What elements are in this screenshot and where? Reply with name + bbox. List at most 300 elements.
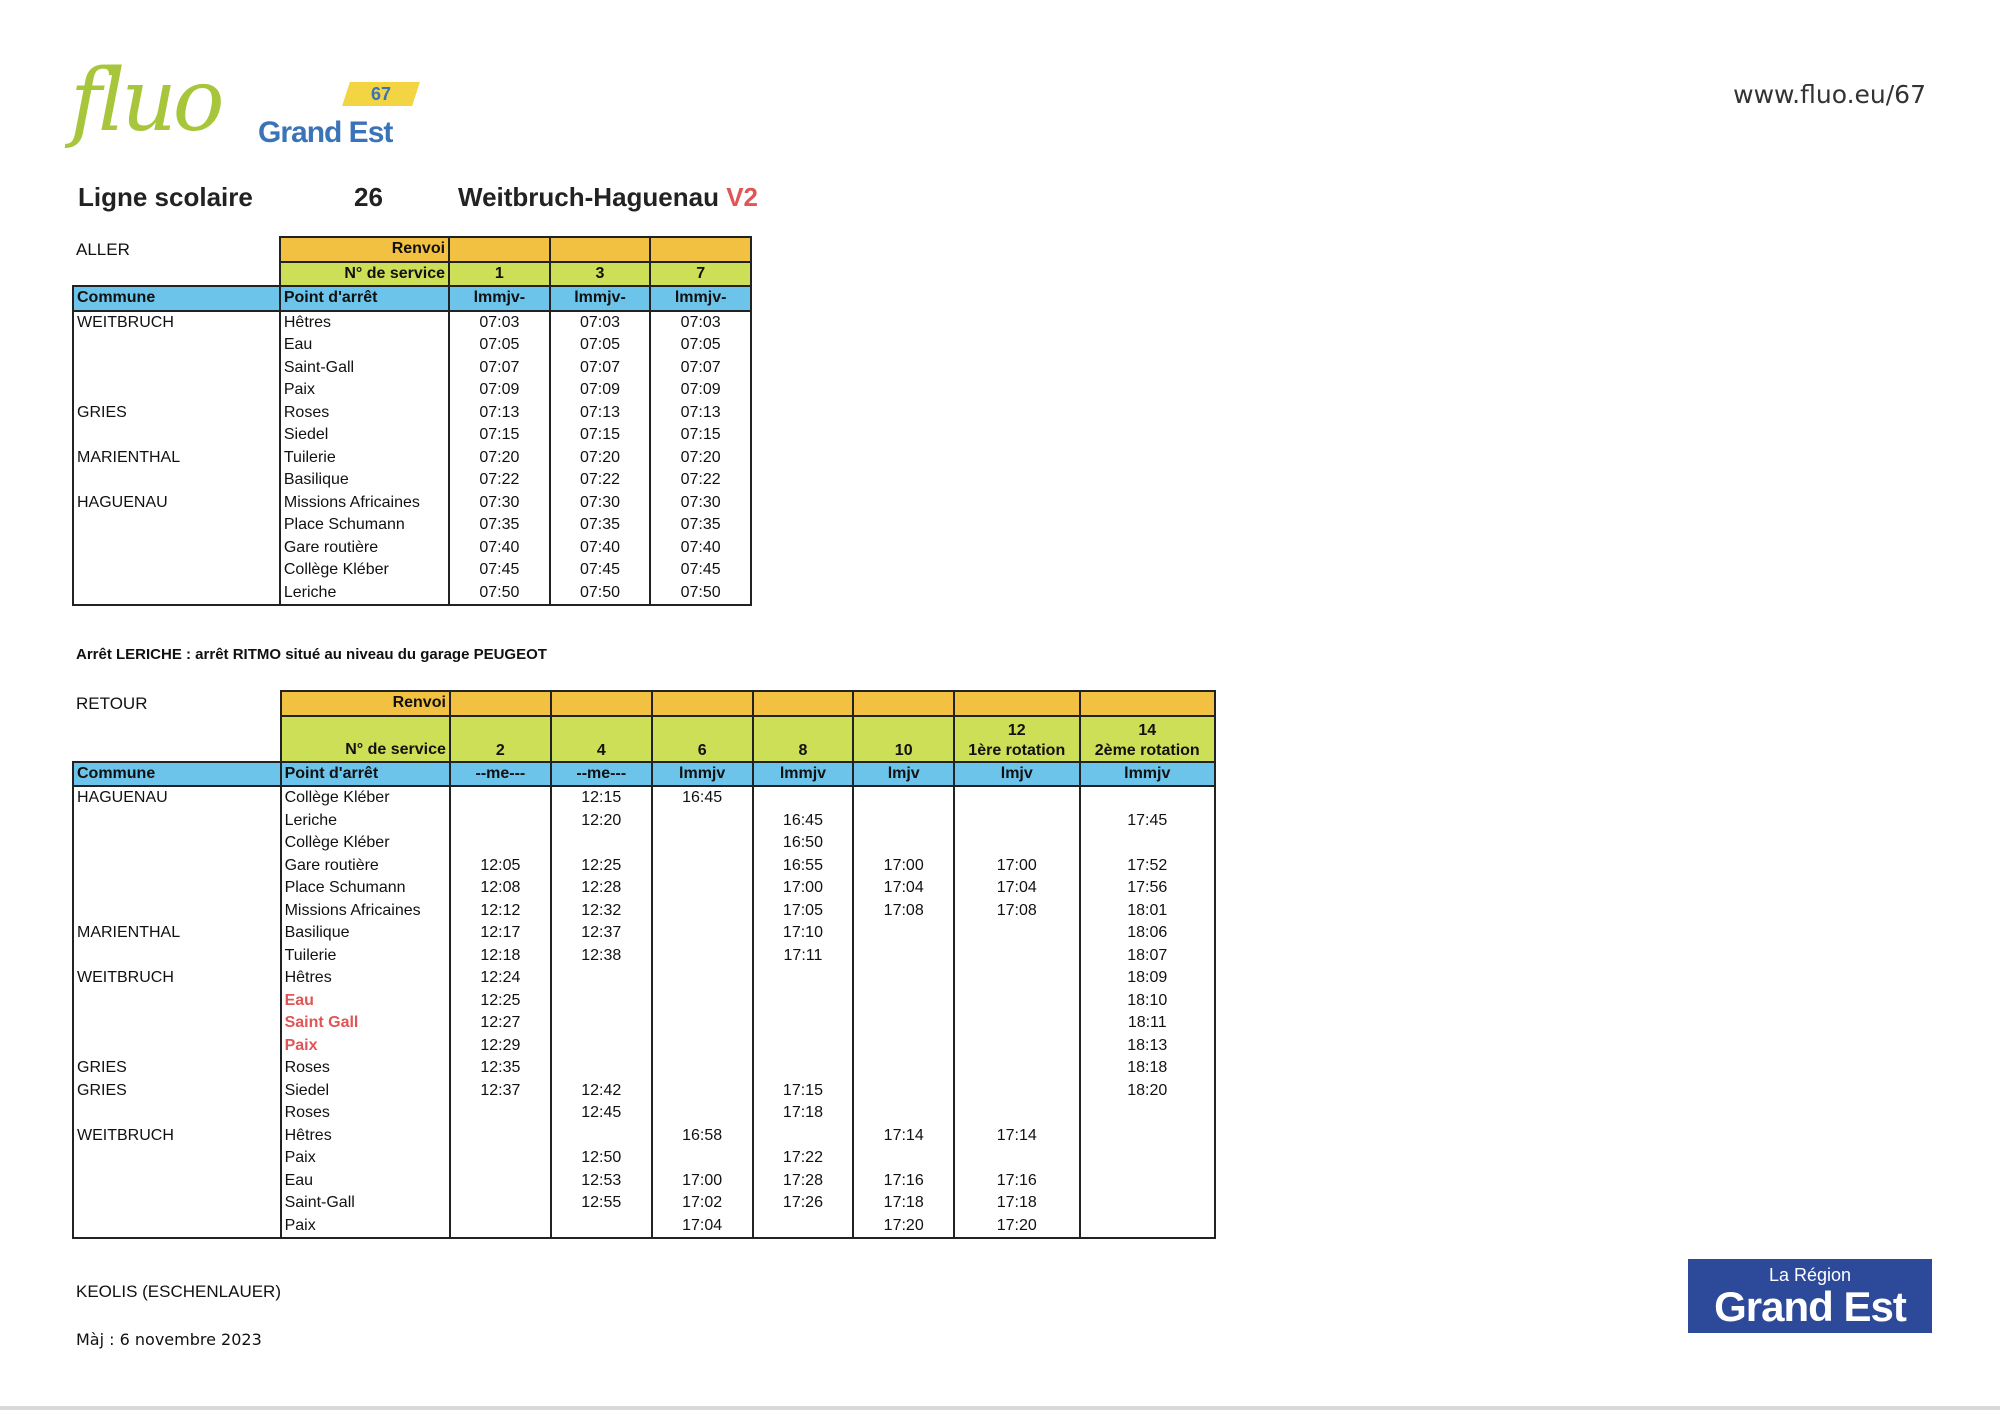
- stop-cell: Eau: [280, 334, 449, 357]
- time-cell: [652, 990, 753, 1013]
- time-cell: 18:18: [1080, 1057, 1216, 1080]
- time-cell: [853, 1080, 954, 1103]
- time-cell: 18:20: [1080, 1080, 1216, 1103]
- commune-cell: [73, 877, 281, 900]
- days-header: lmjv: [954, 762, 1079, 787]
- time-cell: 07:22: [449, 469, 550, 492]
- time-cell: 16:45: [753, 810, 854, 833]
- stop-cell: Basilique: [280, 469, 449, 492]
- time-cell: [652, 1147, 753, 1170]
- time-cell: [450, 810, 551, 833]
- time-cell: 17:00: [853, 855, 954, 878]
- time-cell: 12:08: [450, 877, 551, 900]
- time-cell: [652, 855, 753, 878]
- time-cell: 07:30: [550, 492, 651, 515]
- time-cell: 17:04: [652, 1215, 753, 1239]
- time-cell: 07:40: [550, 537, 651, 560]
- time-cell: 17:56: [1080, 877, 1216, 900]
- service-number-cell: [753, 716, 854, 762]
- stop-cell: Roses: [280, 402, 449, 425]
- time-cell: 07:20: [650, 447, 751, 470]
- days-header: lmmjv-: [449, 286, 550, 311]
- commune-header: Commune: [73, 762, 281, 787]
- time-cell: [652, 922, 753, 945]
- time-cell: [753, 990, 854, 1013]
- time-cell: [551, 1057, 652, 1080]
- aller-label: ALLER: [76, 240, 130, 259]
- stop-cell: Roses: [281, 1102, 450, 1125]
- time-cell: 16:45: [652, 786, 753, 810]
- renvoi-cell: [550, 237, 651, 262]
- line-version: V2: [726, 182, 759, 212]
- commune-cell: GRIES: [73, 1057, 281, 1080]
- time-cell: [652, 1035, 753, 1058]
- time-cell: [1080, 1125, 1216, 1148]
- time-cell: [954, 1102, 1079, 1125]
- time-cell: 12:32: [551, 900, 652, 923]
- time-cell: 12:45: [551, 1102, 652, 1125]
- time-cell: 17:00: [652, 1170, 753, 1193]
- commune-cell: [73, 1215, 281, 1239]
- table-row: [73, 990, 1215, 1013]
- time-cell: 07:45: [449, 559, 550, 582]
- commune-cell: [73, 514, 280, 537]
- time-cell: [652, 1102, 753, 1125]
- line-name: Weitbruch-Haguenau: [458, 182, 719, 212]
- time-cell: [551, 1125, 652, 1148]
- stop-cell: Roses: [281, 1057, 450, 1080]
- time-cell: 18:11: [1080, 1012, 1216, 1035]
- service-number-cell: [1080, 716, 1216, 762]
- stop-cell: Collège Kléber: [281, 832, 450, 855]
- time-cell: [853, 1147, 954, 1170]
- time-cell: 07:30: [650, 492, 751, 515]
- time-cell: 07:50: [650, 582, 751, 606]
- commune-cell: GRIES: [73, 402, 280, 425]
- stop-cell: Paix: [281, 1215, 450, 1239]
- commune-cell: [73, 855, 281, 878]
- time-cell: 12:53: [551, 1170, 652, 1193]
- commune-cell: MARIENTHAL: [73, 922, 281, 945]
- table-row: [73, 945, 1215, 968]
- time-cell: [450, 1147, 551, 1170]
- time-cell: [551, 1215, 652, 1239]
- renvoi-cell: [449, 237, 550, 262]
- table-row: [73, 900, 1215, 923]
- commune-cell: [73, 1102, 281, 1125]
- renvoi-cell: [853, 691, 954, 716]
- time-cell: [1080, 786, 1216, 810]
- service-number-cell: [954, 716, 1079, 762]
- stop-cell: Paix: [280, 379, 449, 402]
- time-cell: [652, 810, 753, 833]
- stop-cell: Siedel: [280, 424, 449, 447]
- time-cell: 12:28: [551, 877, 652, 900]
- time-cell: 12:25: [551, 855, 652, 878]
- time-cell: 17:18: [954, 1192, 1079, 1215]
- time-cell: 16:50: [753, 832, 854, 855]
- empty-cell: [73, 262, 280, 287]
- time-cell: 07:03: [550, 311, 651, 335]
- time-cell: [954, 810, 1079, 833]
- leriche-note: Arrêt LERICHE : arrêt RITMO situé au niveau du garage PEUGEOT: [76, 646, 547, 663]
- service-number-cell: 3: [550, 262, 651, 287]
- time-cell: [954, 1057, 1079, 1080]
- time-cell: 07:05: [550, 334, 651, 357]
- table-row: [73, 1215, 1215, 1239]
- commune-cell: [73, 1012, 281, 1035]
- time-cell: [551, 1012, 652, 1035]
- time-cell: 07:15: [550, 424, 651, 447]
- retour-label: RETOUR: [76, 694, 148, 713]
- time-cell: 07:09: [650, 379, 751, 402]
- stop-cell: Collège Kléber: [281, 786, 450, 810]
- time-cell: 17:04: [954, 877, 1079, 900]
- time-cell: [652, 1057, 753, 1080]
- table-row: [73, 786, 1215, 810]
- time-cell: 17:14: [853, 1125, 954, 1148]
- stop-cell: Tuilerie: [280, 447, 449, 470]
- time-cell: [1080, 1170, 1216, 1193]
- page-bottom-edge: [0, 1406, 2000, 1410]
- days-header: --me---: [450, 762, 551, 787]
- time-cell: [853, 967, 954, 990]
- time-cell: [652, 945, 753, 968]
- service-rotation: 1ère rotation: [968, 741, 1066, 759]
- commune-cell: [73, 1192, 281, 1215]
- days-header: lmmjv-: [550, 286, 651, 311]
- time-cell: 12:17: [450, 922, 551, 945]
- time-cell: [853, 786, 954, 810]
- line-type: Ligne scolaire: [78, 182, 253, 212]
- commune-cell: [73, 900, 281, 923]
- time-cell: [753, 1057, 854, 1080]
- days-header: lmmjv-: [650, 286, 751, 311]
- time-cell: [652, 900, 753, 923]
- time-cell: 07:35: [650, 514, 751, 537]
- commune-cell: [73, 559, 280, 582]
- table-row: [73, 559, 751, 582]
- time-cell: 07:45: [650, 559, 751, 582]
- empty-cell: [73, 691, 281, 716]
- time-cell: 12:35: [450, 1057, 551, 1080]
- stop-cell: Hêtres: [280, 311, 449, 335]
- time-cell: 12:42: [551, 1080, 652, 1103]
- stop-cell: Saint Gall: [281, 1012, 450, 1035]
- time-cell: [551, 990, 652, 1013]
- service-number-cell: [450, 716, 551, 762]
- time-cell: 17:08: [853, 900, 954, 923]
- service-row: [73, 716, 1215, 762]
- time-cell: 12:27: [450, 1012, 551, 1035]
- logo-badge-text: 67: [370, 84, 392, 104]
- time-cell: 18:09: [1080, 967, 1216, 990]
- renvoi-row: [73, 237, 751, 262]
- time-cell: 12:37: [450, 1080, 551, 1103]
- stop-cell: Eau: [281, 1170, 450, 1193]
- time-cell: 18:06: [1080, 922, 1216, 945]
- time-cell: 17:11: [753, 945, 854, 968]
- time-cell: 07:40: [449, 537, 550, 560]
- time-cell: 07:45: [550, 559, 651, 582]
- time-cell: 17:26: [753, 1192, 854, 1215]
- table-row: [73, 447, 751, 470]
- stop-cell: Leriche: [281, 810, 450, 833]
- time-cell: [954, 832, 1079, 855]
- commune-cell: [73, 537, 280, 560]
- region-logo-top: La Région: [1768, 1265, 1852, 1285]
- time-cell: [853, 945, 954, 968]
- commune-cell: [73, 1170, 281, 1193]
- time-cell: [853, 810, 954, 833]
- time-cell: 07:03: [650, 311, 751, 335]
- table-row: [73, 967, 1215, 990]
- service-number-cell: 7: [650, 262, 751, 287]
- table-row: [73, 1035, 1215, 1058]
- commune-cell: MARIENTHAL: [73, 447, 280, 470]
- stop-cell: Gare routière: [280, 537, 449, 560]
- commune-header: Commune: [73, 286, 280, 311]
- time-cell: 18:01: [1080, 900, 1216, 923]
- logo-fluo-text: fluo: [70, 51, 221, 151]
- time-cell: 07:20: [449, 447, 550, 470]
- time-cell: 17:00: [954, 855, 1079, 878]
- time-cell: [954, 990, 1079, 1013]
- time-cell: 12:50: [551, 1147, 652, 1170]
- table-row: [73, 1147, 1215, 1170]
- time-cell: 17:52: [1080, 855, 1216, 878]
- renvoi-cell: [650, 237, 751, 262]
- commune-cell: WEITBRUCH: [73, 311, 280, 335]
- retour-timetable: [72, 690, 1216, 1239]
- time-cell: 12:37: [551, 922, 652, 945]
- time-cell: 12:55: [551, 1192, 652, 1215]
- time-cell: 17:16: [853, 1170, 954, 1193]
- stop-cell: Missions Africaines: [281, 900, 450, 923]
- service-number-cell: [551, 716, 652, 762]
- empty-cell: [73, 237, 280, 262]
- time-cell: 18:10: [1080, 990, 1216, 1013]
- time-cell: 17:05: [753, 900, 854, 923]
- table-row: [73, 402, 751, 425]
- stop-cell: Tuilerie: [281, 945, 450, 968]
- time-cell: [753, 786, 854, 810]
- stop-cell: Gare routière: [281, 855, 450, 878]
- time-cell: [450, 1125, 551, 1148]
- table-row: [73, 492, 751, 515]
- column-header-row: [73, 286, 751, 311]
- renvoi-cell: [450, 691, 551, 716]
- commune-cell: [73, 810, 281, 833]
- renvoi-label: Renvoi: [281, 691, 450, 716]
- days-header: lmmjv: [753, 762, 854, 787]
- service-label: N° de service: [280, 262, 449, 287]
- update-date: Màj : 6 novembre 2023: [76, 1330, 262, 1349]
- time-cell: 16:58: [652, 1125, 753, 1148]
- time-cell: 17:04: [853, 877, 954, 900]
- table-row: [73, 877, 1215, 900]
- time-cell: [954, 922, 1079, 945]
- stop-cell: Siedel: [281, 1080, 450, 1103]
- time-cell: [954, 967, 1079, 990]
- commune-cell: WEITBRUCH: [73, 967, 281, 990]
- empty-cell: [73, 716, 281, 762]
- time-cell: 17:00: [753, 877, 854, 900]
- commune-cell: [73, 1147, 281, 1170]
- commune-cell: [73, 582, 280, 606]
- time-cell: 07:20: [550, 447, 651, 470]
- time-cell: [954, 1080, 1079, 1103]
- stop-cell: Eau: [281, 990, 450, 1013]
- commune-cell: [73, 945, 281, 968]
- service-number: 10: [894, 741, 913, 759]
- service-number: 4: [596, 741, 606, 759]
- table-row: [73, 1170, 1215, 1193]
- column-header-row: [73, 762, 1215, 787]
- service-label: N° de service: [281, 716, 450, 762]
- time-cell: 12:18: [450, 945, 551, 968]
- time-cell: [753, 967, 854, 990]
- stop-cell: Paix: [281, 1147, 450, 1170]
- time-cell: 07:13: [449, 402, 550, 425]
- stop-header: Point d'arrêt: [280, 286, 449, 311]
- logo-region-text: Grand Est: [258, 116, 393, 149]
- time-cell: [753, 1012, 854, 1035]
- time-cell: 07:07: [449, 357, 550, 380]
- time-cell: 12:25: [450, 990, 551, 1013]
- time-cell: [450, 1215, 551, 1239]
- days-header: lmmjv: [1080, 762, 1216, 787]
- commune-cell: [73, 379, 280, 402]
- commune-cell: [73, 832, 281, 855]
- line-name-wrap: [458, 182, 758, 213]
- table-row: [73, 582, 751, 606]
- time-cell: [652, 1012, 753, 1035]
- time-cell: 12:38: [551, 945, 652, 968]
- service-row: [73, 262, 751, 287]
- time-cell: 07:07: [550, 357, 651, 380]
- time-cell: [450, 1170, 551, 1193]
- stop-cell: Collège Kléber: [280, 559, 449, 582]
- table-row: [73, 855, 1215, 878]
- time-cell: [1080, 832, 1216, 855]
- time-cell: 07:40: [650, 537, 751, 560]
- time-cell: [450, 832, 551, 855]
- region-grand-est-logo: [1688, 1259, 1932, 1333]
- time-cell: 07:22: [550, 469, 651, 492]
- stop-header: Point d'arrêt: [281, 762, 450, 787]
- time-cell: 17:20: [853, 1215, 954, 1239]
- table-row: [73, 1012, 1215, 1035]
- time-cell: [652, 1080, 753, 1103]
- time-cell: 07:05: [449, 334, 550, 357]
- website-url[interactable]: www.fluo.eu/67: [1733, 80, 1926, 109]
- time-cell: 12:12: [450, 900, 551, 923]
- renvoi-cell: [1080, 691, 1216, 716]
- time-cell: [1080, 1147, 1216, 1170]
- time-cell: 12:24: [450, 967, 551, 990]
- table-row: [73, 334, 751, 357]
- time-cell: 07:15: [650, 424, 751, 447]
- table-row: [73, 311, 751, 335]
- time-cell: 12:05: [450, 855, 551, 878]
- commune-cell: [73, 424, 280, 447]
- time-cell: [551, 967, 652, 990]
- operator-name: KEOLIS (ESCHENLAUER): [76, 1282, 281, 1301]
- service-number: 14: [1138, 721, 1157, 739]
- commune-cell: WEITBRUCH: [73, 1125, 281, 1148]
- time-cell: [551, 1035, 652, 1058]
- renvoi-cell: [652, 691, 753, 716]
- time-cell: [450, 1102, 551, 1125]
- time-cell: [954, 1012, 1079, 1035]
- commune-cell: GRIES: [73, 1080, 281, 1103]
- table-row: [73, 1080, 1215, 1103]
- time-cell: 07:05: [650, 334, 751, 357]
- time-cell: 07:22: [650, 469, 751, 492]
- table-row: [73, 469, 751, 492]
- time-cell: [853, 922, 954, 945]
- days-header: --me---: [551, 762, 652, 787]
- time-cell: [753, 1215, 854, 1239]
- table-row: [73, 514, 751, 537]
- time-cell: 17:08: [954, 900, 1079, 923]
- time-cell: [753, 1125, 854, 1148]
- table-row: [73, 357, 751, 380]
- service-number: 12: [1007, 721, 1026, 739]
- stop-cell: Place Schumann: [280, 514, 449, 537]
- time-cell: 07:07: [650, 357, 751, 380]
- time-cell: [954, 786, 1079, 810]
- time-cell: 07:13: [650, 402, 751, 425]
- table-row: [73, 424, 751, 447]
- table-row: [73, 810, 1215, 833]
- time-cell: [753, 1035, 854, 1058]
- time-cell: 07:09: [449, 379, 550, 402]
- service-number-cell: 1: [449, 262, 550, 287]
- line-number: 26: [354, 182, 383, 212]
- region-logo-bottom: Grand Est: [1714, 1283, 1906, 1330]
- renvoi-cell: [551, 691, 652, 716]
- time-cell: 17:10: [753, 922, 854, 945]
- days-header: lmjv: [853, 762, 954, 787]
- time-cell: 17:22: [753, 1147, 854, 1170]
- time-cell: 07:50: [449, 582, 550, 606]
- time-cell: 07:30: [449, 492, 550, 515]
- commune-cell: HAGUENAU: [73, 786, 281, 810]
- time-cell: 17:28: [753, 1170, 854, 1193]
- commune-cell: [73, 1035, 281, 1058]
- service-number: 2: [495, 741, 505, 759]
- renvoi-row: [73, 691, 1215, 716]
- stop-cell: Hêtres: [281, 1125, 450, 1148]
- table-row: [73, 379, 751, 402]
- time-cell: [853, 1102, 954, 1125]
- time-cell: [652, 877, 753, 900]
- time-cell: 07:15: [449, 424, 550, 447]
- time-cell: [1080, 1215, 1216, 1239]
- time-cell: [551, 832, 652, 855]
- renvoi-label: Renvoi: [280, 237, 449, 262]
- time-cell: 07:35: [550, 514, 651, 537]
- table-row: [73, 1102, 1215, 1125]
- time-cell: [1080, 1192, 1216, 1215]
- stop-cell: Saint-Gall: [280, 357, 449, 380]
- time-cell: [853, 990, 954, 1013]
- time-cell: 17:20: [954, 1215, 1079, 1239]
- time-cell: [450, 786, 551, 810]
- time-cell: 17:45: [1080, 810, 1216, 833]
